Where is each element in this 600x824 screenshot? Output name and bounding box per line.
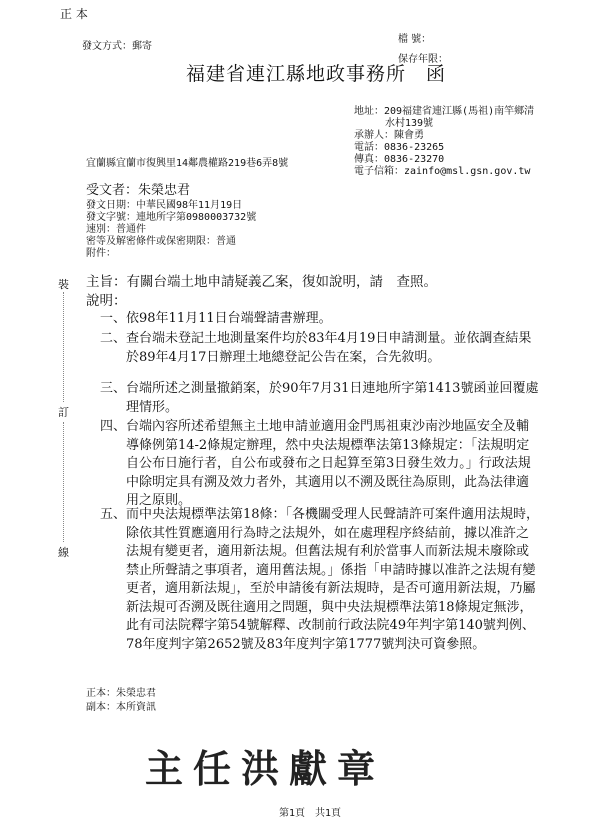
item-text: 而中央法規標準法第18條：「各機關受理人民聲請許可案件適用法規時，除依其性質應適用行為時之法規外，如在處理程序終結前，據以准許之法規有變更者，適用新法規。但舊法規有利於當事人而新法規未廢除或禁止所聲請之事項者，適用舊法規。」係指「申請時據以准許之法規有變更者，適用新法規」，至於申請後有新法規時，是否可適用新法規，乃屬新法規可否溯及既往適用之問題，與中央法規標準法第18條規定無涉，此有司法院釋字第54號解釋、改制前行政法院49年判字第140號判例、78年度判字第2652號及83年度判字第1777號判決可資參照。 [126, 507, 540, 652]
item-text: 查台端未登記土地測量案件均於83年4月19日申請測量。並依調查結果於89年4月17日辦理土地總登記公告在案，合先敘明。 [126, 331, 532, 365]
item-number: 五、 [100, 507, 127, 522]
margin-mark-bind: 裝 [58, 278, 69, 291]
subject-line: 主旨：有關台端土地申請疑義乙案，復如說明，請 查照。 [86, 274, 437, 290]
handler-name: 承辦人：陳會勇 [354, 130, 424, 141]
explanation-label: 說明： [86, 293, 127, 309]
original-copy: 正本：朱榮忠君 [86, 688, 156, 699]
agency-title: 福建省連江縣地政事務所 函 [186, 63, 447, 85]
delivery-speed: 速別：普通件 [86, 224, 146, 235]
margin-dotted-line [63, 422, 64, 542]
item-number: 四、 [100, 419, 127, 434]
email-address: 電子信箱：zainfo@msl.gsn.gov.tw [354, 166, 531, 177]
item-number: 二、 [100, 331, 127, 346]
retention-label: 保存年限： [398, 54, 448, 65]
page-footer: 第1頁 共1頁 [279, 808, 342, 819]
fax-number: 傳真：0836-23270 [354, 154, 445, 165]
margin-dotted-line [63, 292, 64, 402]
margin-mark-line: 線 [58, 546, 69, 559]
phone-number: 電話：0836-23265 [354, 142, 445, 153]
item-number: 三、 [100, 381, 127, 396]
send-method: 發文方式：郵寄 [82, 41, 152, 52]
address-line-2: 水村139號 [385, 118, 434, 129]
issue-date: 發文日期：中華民國98年11月19日 [86, 200, 243, 211]
item-number: 一、 [100, 311, 127, 326]
item-text: 台端所述之測量撤銷案，於90年7月31日連地所字第1413號函並回覆處理情形。 [126, 381, 539, 415]
recipient: 受文者：朱榮忠君 [86, 183, 191, 198]
document-number: 發文字號：連地所字第0980003732號 [86, 212, 257, 223]
item-text: 依98年11月11日台端聲請書辦理。 [126, 311, 332, 326]
file-number-label: 檔 號： [398, 34, 432, 45]
recipient-address: 宜蘭縣宜蘭市復興里14鄰農權路219巷6弄8號 [86, 158, 289, 169]
margin-mark-staple: 訂 [58, 406, 69, 419]
director-signature: 主任洪獻章 [145, 746, 386, 791]
address-line-1: 地址：209福建省連江縣(馬祖)南竿鄉清 [354, 106, 535, 117]
item-text: 台端內容所述希望無主土地申請並適用金門馬祖東沙南沙地區安全及輔導條例第14-2條規定辦理，然中央法規標準法第13條規定：「法規明定自公布日施行者，自公布或發布之日起算至第3日發生效力。」行政法規中除明定具有溯及效力者外，其適用以不溯及既往為原則，此為法律適用之原則。 [126, 419, 531, 508]
secrecy-level: 密等及解密條件或保密期限：普通 [86, 236, 236, 247]
copy-label: 正 本 [60, 7, 88, 21]
attachment: 附件： [86, 248, 116, 259]
duplicate-copy: 副本：本所資訊 [86, 702, 156, 713]
